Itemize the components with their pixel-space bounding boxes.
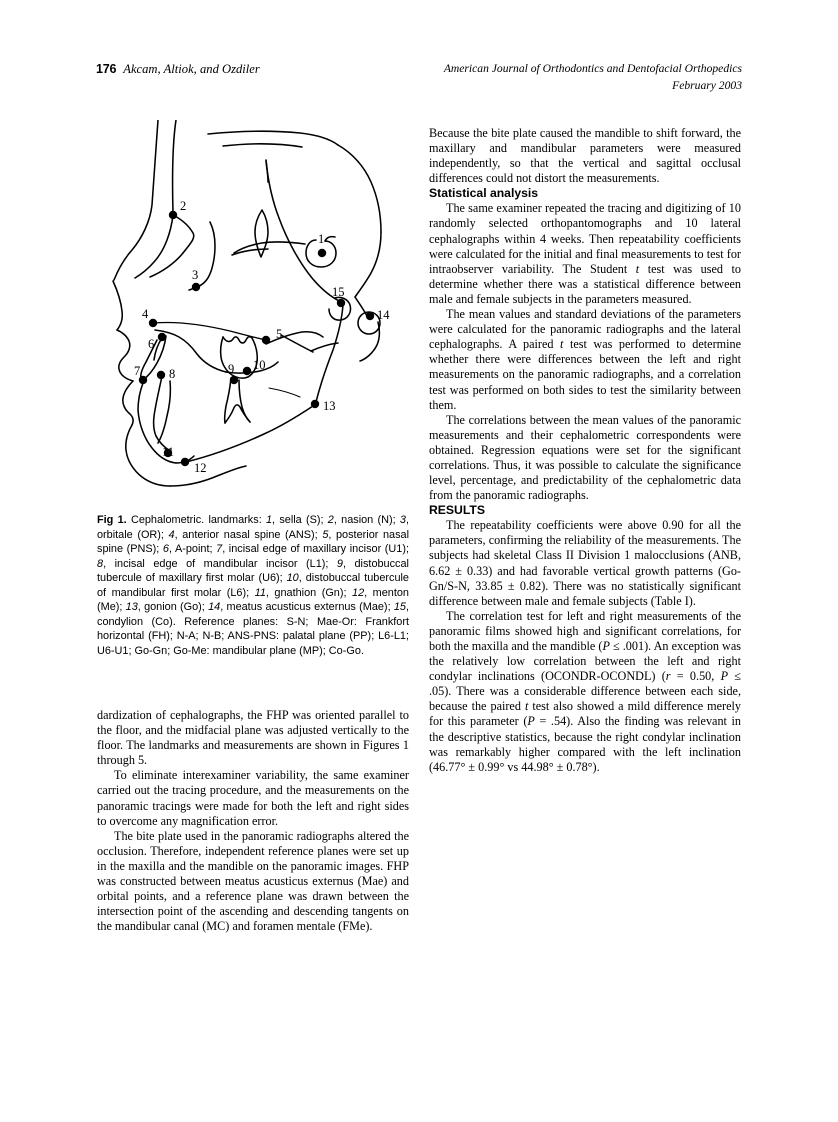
landmark-dot-8 [157,371,165,379]
forehead-outline [173,120,176,212]
landmark-label-7: 7 [134,364,141,378]
results-paragraph-1: The repeatability coefficients were above 0.90 for all the parameters, confirming the reliability of the measurements. The subjects had skeletal Class II Division 1 malocclusions (ANB, 6.62 ± 0.33) and had favorable vertical growth patterns (Go-Gn/S-N, 33.85 ± 0.82). There was no statistically significant difference between male and female subjects (Table I). [429,518,741,608]
page-number: 176 [96,62,117,76]
landmark-label-13: 13 [323,399,336,413]
landmark-label-5: 5 [276,327,283,341]
landmark-label-11: 11 [162,445,175,459]
running-head-right [444,60,742,94]
stats-paragraph-1: The same examiner repeated the tracing and digitizing of 10 randomly selected orthopantomographs and 10 lateral cephalographs within 4 weeks. Then repeatability coefficients were calculated for the initial and final measurements to test for intraobserver variability. The Student t test was used to determine whether there was a statistical difference between male and female subjects in the parameters measured. [429,201,742,306]
heading-statistical-analysis: Statistical analysis [429,186,539,201]
landmark-dot-12 [181,458,189,466]
right-intro-paragraph: Because the bite plate caused the mandible to shift forward, the maxillary and mandibular parameters were measured independently, so that the vertical and sagittal occlusal differences could not distort the measurements. [429,126,741,186]
landmark-dot-4 [149,319,157,327]
landmark-label-9: 9 [228,362,235,376]
landmark-label-14: 14 [377,308,390,322]
landmark-dot-6 [158,333,166,341]
landmark-dot-2 [169,211,177,219]
left-column [97,708,409,934]
left-paragraph-1: dardization of cephalographs, the FHP was oriented parallel to the floor, and the midfacial plane was adjusted vertically to the floor. The landmarks and measurements are shown in Figures 1 through 5. [97,708,409,768]
landmark-label-4: 4 [142,307,149,321]
landmark-dot-1 [318,249,326,257]
left-paragraph-2: To eliminate interexaminer variability, the same examiner carried out the tracing procedure, and the measurements on the panoramic tracings were made for both the left and right sides to overcome any magnification error. [97,768,409,828]
landmark-dot-5 [262,336,270,344]
landmark-dot-13 [311,400,319,408]
figure-caption-text: Cephalometric. landmarks: 1, sella (S); 2, nasion (N); 3, orbitale (OR); 4, anterior nasal spine (ANS); 5, posterior nasal spine (PNS); 6, A-point; 7, incisal edge of maxillary incisor (U1); 8, incisal edge of mandibular incisor (L1); 9, distobuccal tubercule of maxillary first molar (U6); 10, distobuccal tubercule of mandibular first molar (L6); 11, gnathion (Gn); 12, menton (Me); 13, gonion (Go); 14, meatus acusticus externus (Mae); 15, condylion (Co). Reference planes: S-N; Mae-Or: Frankfort horizontal (FH); N-A; N-B; ANS-PNS: palatal plane (PP); L6-L1; U6-U1; Go-Gn; Go-Me: mandibular plane (MP); Co-Go. [97,514,410,657]
figure-1-image [97,120,409,505]
landmark-label-6: 6 [148,337,155,351]
journal-title: American Journal of Orthodontics and Dentofacial Orthopedics [443,62,742,75]
running-head [96,60,742,100]
figure-label: Fig 1. [97,514,127,526]
landmark-dot-14 [366,312,374,320]
heading-results: RESULTS [429,503,485,518]
landmark-label-1: 1 [318,232,325,246]
results-paragraph-2: The correlation test for left and right measurements of the panoramic films showed high and significant correlations, for both the maxilla and the mandible (P ≤ .001). An exception was the relatively low correlation between the left and right condylar inclinations (OCONDR-OCONDL) (r = 0.50, P ≤ .05). There was a considerable difference between each side, because the paired t test also showed a mild difference merely for this parameter (P = .54). Also the finding was relevant in the descriptive statistics, because the right condylar inclination was remarkably higher compared with the left inclination (46.77° ± 0.99° vs 44.98° ± 0.78°). [429,608,742,774]
stats-paragraph-3: The correlations between the mean values of the panoramic measurements and their cephalometric correspondents were obtained. Regression equations were set for the significant correlations. Thus, it was possible to calculate the significance level, percentage, and predictability of the cephalometric data from the panoramic radiographs. [429,412,741,503]
landmark-dot-15 [337,299,345,307]
stats-paragraph-2: The mean values and standard deviations of the parameters were calculated for the panoramic radiographs and the lateral cephalographs. A paired t test was performed to determine whether there were differences between the left and right measurements on the panoramic radiographs, and a correlation test was performed on both sides to test the similarity between them. [429,307,741,412]
figure-1-caption [97,513,409,658]
landmark-label-2: 2 [180,199,187,213]
landmark-label-10: 10 [253,358,266,372]
running-head-authors: Akcam, Altiok, and Ozdiler [123,62,260,76]
landmark-dot-10 [243,367,251,375]
landmark-label-3: 3 [192,268,199,282]
landmark-dot-9 [230,376,238,384]
landmark-layer [134,199,390,475]
landmark-dot-3 [192,283,200,291]
landmark-label-8: 8 [169,367,176,381]
left-paragraph-3: The bite plate used in the panoramic radiographs altered the occlusion. Therefore, independent reference planes were set up in the maxilla and the mandible on the panoramic images. FHP was constructed between meatus acusticus externus (Mae) and orbital points, and a reference plane was drawn between the intersection point of the ascending and descending tangents on the mandibular canal (MC) and foramen mentale (FMe). [97,828,409,934]
right-column [429,126,741,775]
issue-date: February 2003 [672,79,742,92]
running-head-left [96,60,260,78]
landmark-label-15: 15 [332,285,345,299]
landmark-label-12: 12 [194,461,207,475]
cephalometric-tracing-svg [97,120,409,505]
